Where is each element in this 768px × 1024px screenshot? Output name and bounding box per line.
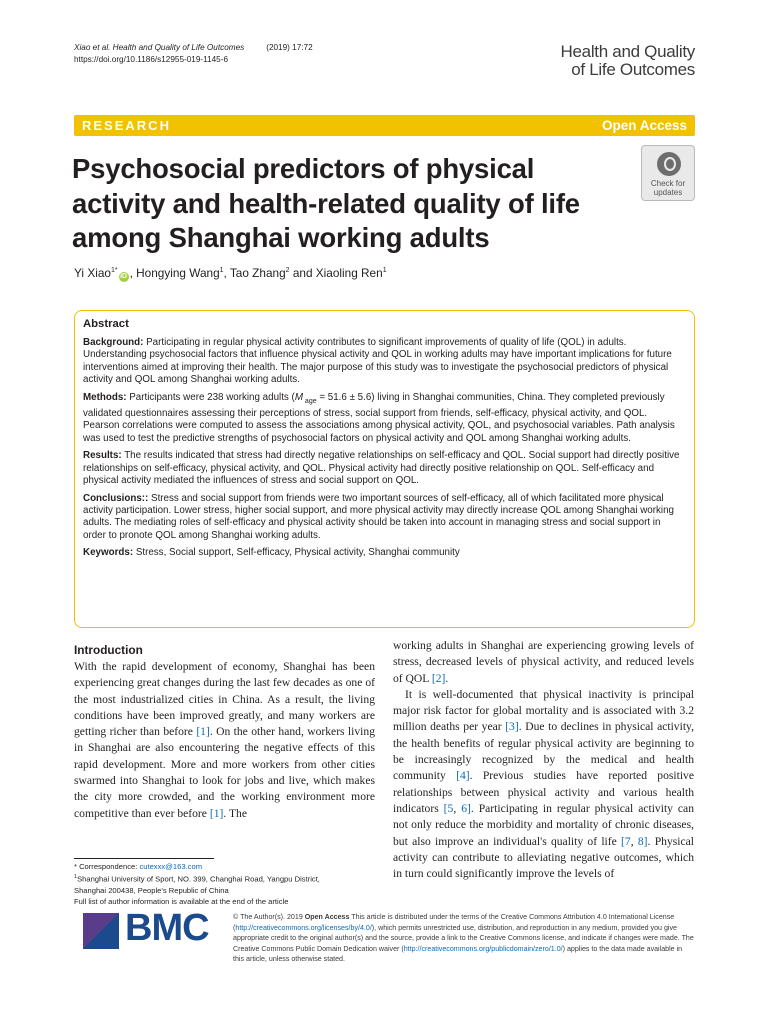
check-for-updates-badge[interactable] — [641, 145, 695, 201]
article-title: Psychosocial predictors of physical activity and health-related quality of life among Shanghai working adults — [72, 153, 580, 253]
article-type: RESEARCH — [82, 118, 171, 133]
abstract-box — [74, 310, 695, 628]
orcid-icon[interactable]: iD — [120, 273, 128, 280]
conclusions-label: Conclusions:: — [83, 492, 149, 504]
citation: Xiao et al. Health and Quality of Life Outcomes — [74, 43, 245, 52]
author-4[interactable]: and Xiaoling Ren — [289, 266, 383, 280]
citation-link[interactable]: [5 — [443, 801, 454, 815]
author-1-affiliation: 1* — [110, 267, 118, 274]
methods-text-a: Participants were 238 working adults ( — [126, 391, 295, 403]
correspondence-label: * Correspondence: — [74, 862, 140, 871]
citation-link[interactable]: [1] — [196, 725, 210, 739]
keywords-text: Stress, Social support, Self-efficacy, Physical activity, Shanghai community — [133, 547, 460, 559]
footnote-divider — [74, 858, 214, 859]
body-column-right — [393, 638, 694, 882]
affiliation-line1: Shanghai University of Sport, NO. 399, Changhai Road, Yangpu District, — [77, 874, 320, 884]
background-text: Participating in regular physical activity contributes to significant improvements of quality of life (QOL) in adults. Understanding psychosocial factors that influence physical activity and QOL in working adults may have important implications for future interventions aimed at improving their health. The major purpose of this study was to investigate the psychosocial predictors of physical activity and QOL among Shanghai working adults. — [83, 337, 672, 385]
right-paragraph-1 — [393, 638, 694, 687]
citation-link[interactable]: [2] — [431, 671, 446, 685]
license-link[interactable]: http://creativecommons.org/licenses/by/4.0/ — [235, 923, 372, 932]
intro-text-a: With the rapid development of economy, Shanghai has been experiencing great changes during the last few decades as one of the most industrialized cities in China. As a result, the living conditions have been improved greatly, and many workers are getting richer than before — [74, 660, 375, 739]
results-text: The results indicated that stress had directly negative relationships on self-efficacy and QOL. Social support had directly positive relationships on self-efficacy, physical activity, and QOL. Physical activity had directly positive relationship on QOL. Self-efficacy and physical activity mediated the influences of stress and social support on QOL. — [83, 450, 680, 486]
affiliation-line2: Shanghai 200438, People's Republic of China — [74, 885, 229, 895]
footnote — [74, 861, 374, 907]
citation-link[interactable]: [3] — [505, 720, 519, 734]
abstract-background — [83, 337, 686, 386]
abstract-methods — [83, 392, 686, 445]
intro-text-c: . The — [223, 806, 247, 820]
intro-paragraph — [74, 659, 375, 822]
background-label: Background: — [83, 337, 144, 348]
methods-label: Methods: — [83, 391, 127, 403]
public-domain-link[interactable]: http://creativecommons.org/publicdomain/zero/1.0/ — [403, 944, 563, 953]
citation-link[interactable]: [4] — [456, 769, 470, 783]
citation-link[interactable]: [7 — [621, 834, 631, 848]
citation-link[interactable]: 6] — [461, 801, 471, 815]
badge-line1: Check for — [650, 179, 686, 188]
author-info-note: Full list of author information is available at the end of the article — [74, 896, 289, 906]
bmc-logo — [79, 907, 227, 956]
keywords-label: Keywords: — [83, 547, 134, 559]
right-text-b: . — [445, 671, 449, 685]
bmc-logo-text: BMC — [125, 907, 209, 949]
citation-year: (2019) 17:72 — [266, 43, 313, 52]
license-open-access: Open Access — [304, 913, 350, 921]
methods-subscript: age — [302, 397, 317, 405]
abstract-conclusions — [83, 493, 686, 542]
citation-link[interactable]: [1] — [209, 806, 224, 820]
author-4-affiliation: 1 — [382, 267, 387, 274]
conclusions-text: Stress and social support from friends were two important sources of self-efficacy, all of which facilitated more physical activity participation. Lower stress, higher social support, and more physical activity may directly increase QOL among Shanghai working adults. The mediating roles of self-efficacy and physical activity should be taken into account in managing stress and social support in order to pronote QOL among Shanghai working adults. — [83, 492, 674, 541]
right-text-d: . Due to declines in physical activity, the health benefits of regular physical activity are beginning to be increasingly recognized by the medical and health community — [393, 720, 694, 783]
abstract-heading: Abstract — [83, 318, 129, 330]
author-2[interactable]: , Hongying Wang — [129, 266, 220, 280]
open-access-label: Open Access — [601, 118, 687, 133]
crossmark-icon — [657, 152, 681, 176]
affiliation-marker: 1 — [74, 874, 78, 880]
license-copyright: © The Author(s). 2019 — [233, 913, 305, 921]
doi-link[interactable]: https://doi.org/10.1186/s12955-019-1145-6 — [74, 55, 229, 64]
methods-symbol: M — [294, 391, 303, 403]
citation-separator: , — [630, 834, 638, 848]
license-text-d: ) applies to the data made available in this article, unless otherwise stated. — [233, 944, 683, 964]
badge-line2: updates — [653, 188, 683, 197]
body-column-left — [74, 643, 375, 822]
abstract-results — [83, 450, 686, 487]
bmc-logo-triangle — [83, 913, 119, 949]
methods-text-b: = 51.6 ± 5.6) living in Shanghai communities, China. They completed previously validated questionnaires assessing their perceptions of stress, social support from friends, self-efficacy, physical activity, and QOL. Pearson correlations were computed to assess the associations among physical activity, QOL, and psychosocial variables. Path analysis was used to test the predictive strengths of psychosocial factors on physical activity and QOL among Shanghai working adults. — [83, 391, 675, 444]
journal-name-line2: of Life Outcomes — [571, 60, 695, 79]
right-text-g: . Physical activity can contribute to alleviating negative outcomes, which in turn could significantly improve the levels of — [393, 834, 694, 881]
author-list — [74, 266, 387, 282]
section-heading-introduction: Introduction — [74, 643, 143, 657]
author-3[interactable]: , Tao Zhang — [223, 266, 286, 280]
author-2-affiliation: 1 — [219, 267, 224, 274]
results-label: Results: — [83, 450, 122, 462]
running-header — [74, 42, 313, 66]
correspondence-email[interactable]: cutexxx@163.com — [139, 862, 203, 871]
author-3-affiliation: 2 — [285, 267, 290, 274]
journal-logo — [561, 43, 695, 79]
right-paragraph-2 — [393, 687, 694, 883]
license-text-b: This article is distributed under the terms of the Creative Commons Attribution 4.0 International License ( — [233, 913, 675, 932]
abstract-keywords — [83, 547, 686, 559]
article-type-band — [74, 115, 695, 136]
author-1[interactable]: Yi Xiao — [74, 266, 111, 280]
right-text-f: . Participating in regular physical activity can not only reduce the morbidity and mortality of chronic diseases, but also improve an individual's quality of life — [393, 801, 695, 848]
license-statement — [233, 912, 695, 965]
intro-text-b: . On the other hand, workers living in Shanghai are also encountering the negative effects of this rapid development. More and more workers from other cities swarmed into Shanghai to look for jobs and live, which makes the city more crowded, and the working environment more competitive than ever before — [74, 725, 375, 820]
journal-name-line1: Health and Quality — [560, 42, 695, 61]
citation-separator: , — [453, 801, 462, 815]
right-text-c: It is well-documented that physical inactivity is principal major risk factor for global mortality and is associated with 3.2 million deaths per year — [393, 687, 694, 734]
right-text-a: working adults in Shanghai are experiencing growing levels of stress, decreased levels of physical activity, and reduced levels of QOL — [393, 639, 694, 685]
citation-link[interactable]: 8] — [637, 834, 648, 848]
license-text-c: ), which permits unrestricted use, distribution, and reproduction in any medium, provided you give appropriate credit to the original author(s) and the source, provide a link to the Creative Commons license, and indicate if changes were made. The Creative Commons Public Domain Dedication waiver ( — [233, 923, 694, 953]
right-text-e: . Previous studies have reported positive relationships between physical activity and various health indicators — [393, 769, 694, 815]
